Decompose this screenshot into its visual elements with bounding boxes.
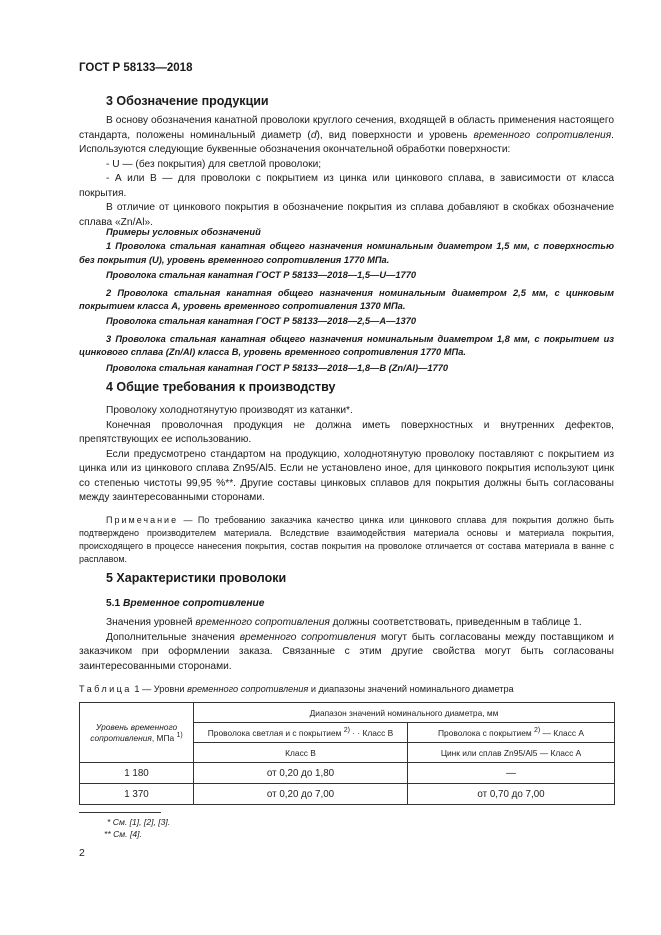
example-2: 2 Проволока стальная канатная общего назначения номинальным диаметром 2,5 мм, с цинковым покрытием класса А, уровень временного сопротивления 1370 МПа. [79,287,614,312]
s3-list-item-1: - U — (без покрытия) для светлой проволоки; [106,158,322,170]
subsection-5-1-title: 5.1 Временное сопротивление [106,598,265,609]
footnote-2: ** См. [4]. [104,829,142,839]
s3-paragraph-1: В основу обозначения канатной проволоки круглого сечения, входящей в область применения настоящего стандарта, положены номинальный диаметр (d), вид поверхности и уровень временного сопротивления. Используются следующие буквенные обозначения окончательной обработки поверхности: [79,115,614,155]
s5-paragraph-2: Дополнительные значения временного сопротивления могут быть согласованы между поставщиком и заказчиком при оформлении заказа. Связанные с этим другие свойства могут быть согласованы заинтересованными сторонами. [79,631,614,672]
header-level: Уровень временного сопротивления, МПа $^{1)}$ [80,703,194,763]
header-range: Диапазон значений номинального диаметра, мм [194,703,615,723]
section-4 [79,380,614,394]
section-3-body [79,114,614,230]
subsection-5-1 [79,598,614,609]
cell-col2: от 0,70 до 7,00 [408,784,615,805]
header-col2-class: Цинк или сплав Zn95/Al5 — Класс А [408,743,615,763]
cell-level: 1 180 [80,763,194,784]
s3-paragraph-2: В отличие от цинкового покрытия в обозначение покрытия из сплава добавляют в скобках обозначение сплава «Zn/Al». [79,202,614,228]
section-3 [79,94,614,108]
section-5-body [79,616,614,674]
page-number: 2 [79,847,85,859]
example-3-designation: Проволока стальная канатная ГОСТ Р 58133—2018—1,8—В (Zn/Al)—1770 [106,362,449,373]
header-col1-class: Класс В [194,743,408,763]
header-col1: Проволока светлая и с покрытием $^{2)}$ · · Класс В [194,723,408,743]
table-row [80,784,615,805]
section-5-title: 5 Характеристики проволоки [106,571,287,585]
example-1: 1 Проволока стальная канатная общего назначения номинальным диаметром 1,5 мм, с поверхностью без покрытия (U), уровень временного сопротивления 1770 МПа. [79,241,614,265]
cell-level: 1 370 [80,784,194,805]
s5-paragraph-1: Значения уровней временного сопротивления должны соответствовать, приведенным в таблице 1. [106,617,582,628]
example-3: 3 Проволока стальная канатная общего назначения номинальным диаметром 1,8 мм, с покрытием из цинкового сплава (Zn/Al) класса В, уровень временного сопротивления 1770 МПа. [79,333,614,358]
example-2-designation: Проволока стальная канатная ГОСТ Р 58133—2018—2,5—А—1370 [106,316,417,327]
section-4-title: 4 Общие требования к производству [106,380,336,394]
examples [79,226,614,375]
s4-paragraph-3: Если предусмотрено стандартом на продукцию, холоднотянутую проволоку поставляют с покрытием из цинка или из цинкового сплава Zn95/Al5. Если не установлено иное, для цинкового покрытия используют цинк со степенью чистоты 99,95 %**. Другие составы цинковых сплавов для покрытия должны быть согласованы между заинтересованными сторонами. [79,448,614,503]
example-1-designation: Проволока стальная канатная ГОСТ Р 58133—2018—1,5—U—1770 [106,270,417,281]
section-4-body [79,404,614,566]
table-1 [79,702,615,805]
footnote-divider [79,812,161,813]
examples-title: Примеры условных обозначений [106,227,261,237]
cell-col1: от 0,20 до 1,80 [194,763,408,784]
document-id: ГОСТ Р 58133—2018 [79,62,193,74]
cell-col1: от 0,20 до 7,00 [194,784,408,805]
s4-paragraph-2: Конечная проволочная продукция не должна иметь поверхностных и внутренних дефектов, препятствующих ее использованию. [79,419,614,445]
s4-paragraph-1: Проволоку холоднотянутую производят из катанки*. [106,405,353,416]
table-row [80,763,615,784]
table-caption: Таблица 1 — Уровни временного сопротивления и диапазоны значений номинального диаметра [79,684,514,694]
s3-list-item-2: - А или В — для проволоки с покрытием из цинка или цинкового сплава, в зависимости от класса покрытия. [79,173,614,199]
section-3-title: 3 Обозначение продукции [106,94,269,108]
s4-note: Примечание — По требованию заказчика качество цинка или цинкового сплава для покрытия должно быть подтверждено производителем материала. Вследствие взаимодействия материала основы и материала покрытия, происходящего в процессе нанесения покрытия, состав покрытия на проволоке отличается от состава материала в ванне с расплавом. [79,514,614,565]
cell-col2: — [408,763,615,784]
header-col2: Проволока с покрытием $^{2)}$ — Класс А [408,723,615,743]
footnote-1: * См. [1], [2], [3]. [107,817,171,827]
section-5 [79,571,614,585]
